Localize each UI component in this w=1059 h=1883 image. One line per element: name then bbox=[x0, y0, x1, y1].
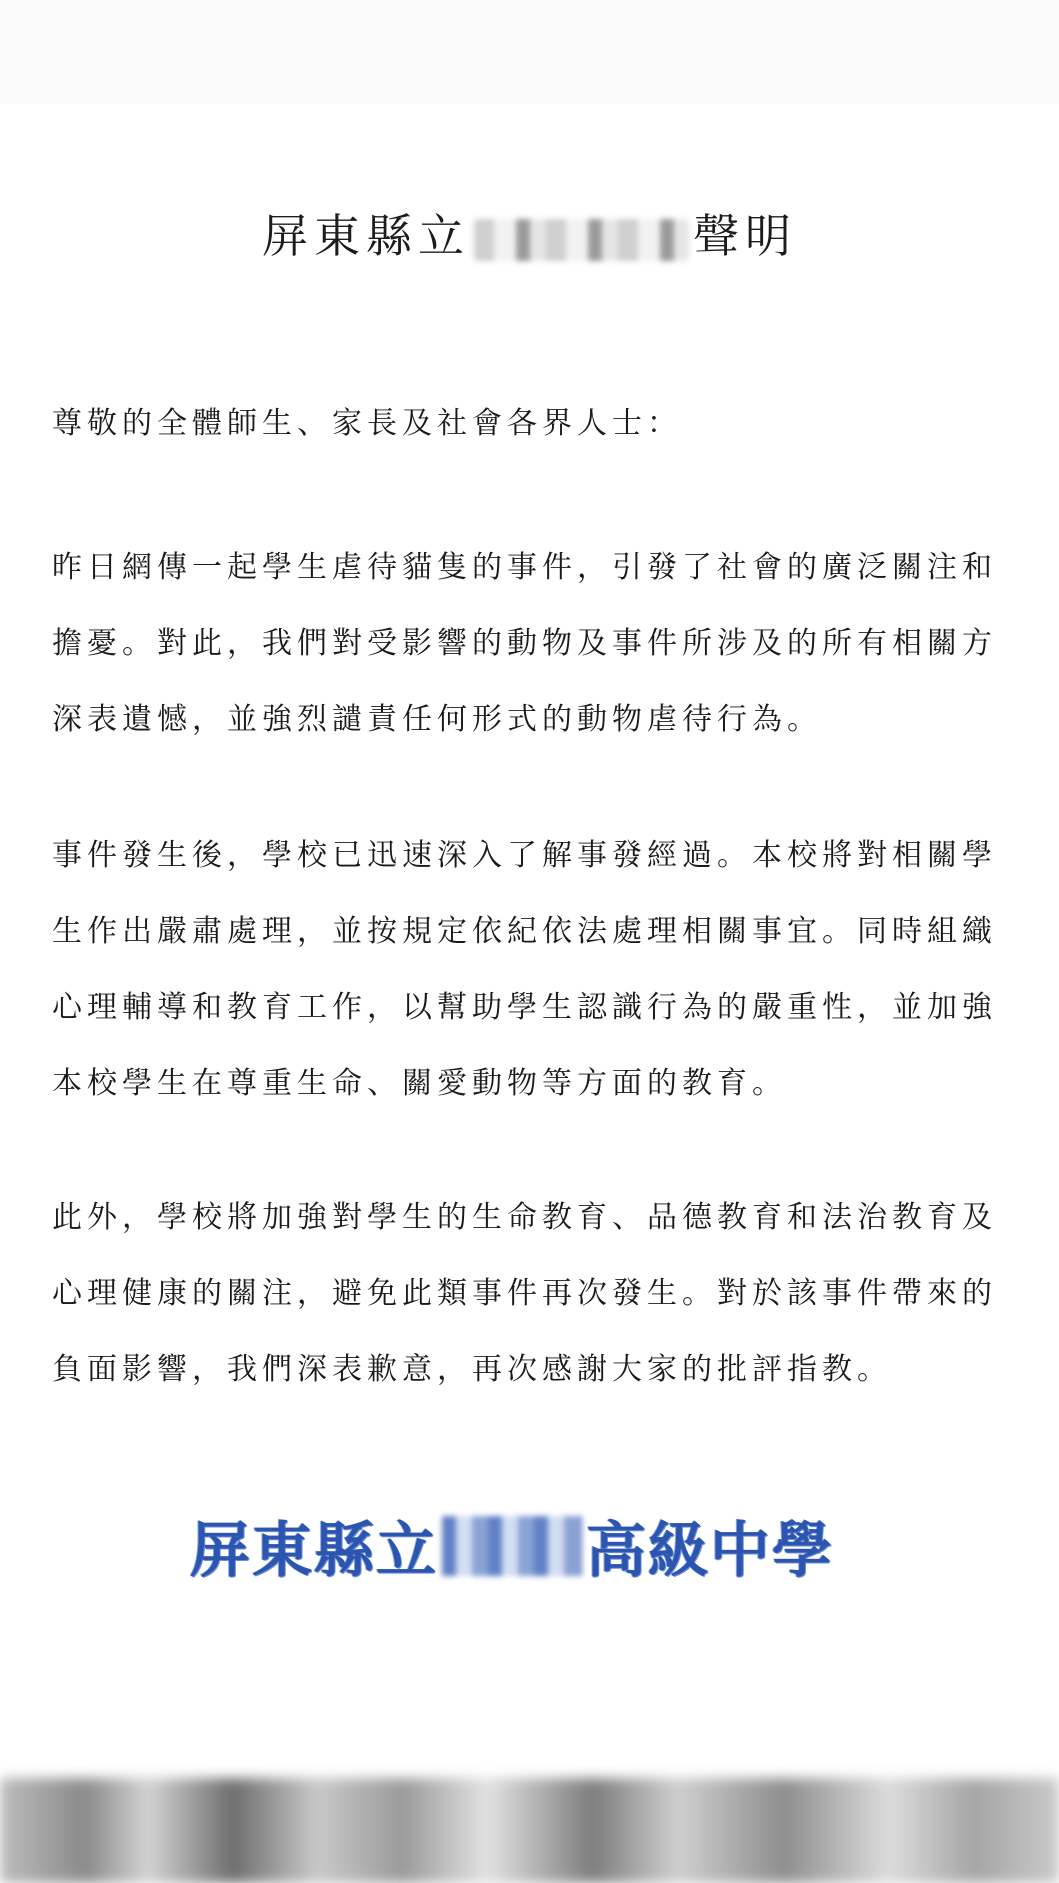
paragraph-1: 昨日網傳一起學生虐待貓隻的事件，引發了社會的廣泛關注和擔憂。對此，我們對受影響的動物及事件所涉及的所有相關方深表遺憾，並強烈譴責任何形式的動物虐待行為。 bbox=[52, 550, 997, 737]
document-title bbox=[0, 200, 1059, 266]
blurred-background-strip bbox=[0, 1778, 1059, 1883]
title-suffix: 聲明 bbox=[693, 209, 797, 263]
top-margin bbox=[0, 0, 1059, 104]
school-seal-stamp bbox=[190, 1500, 880, 1592]
redacted-seal-name bbox=[442, 1516, 582, 1576]
paragraph-2: 事件發生後，學校已迅速深入了解事發經過。本校將對相關學生作出嚴肅處理，並按規定依紀依法處理相關事宜。同時組織心理輔導和教育工作，以幫助學生認識行為的嚴重性，並加強本校學生在尊重生命、關愛動物等方面的教育。 bbox=[52, 838, 997, 1101]
seal-prefix: 屏東縣立 bbox=[190, 1516, 438, 1586]
salutation: 尊敬的全體師生、家長及社會各界人士： bbox=[52, 406, 682, 441]
seal-suffix: 高級中學 bbox=[586, 1516, 834, 1586]
redacted-school-name bbox=[474, 219, 689, 261]
title-prefix: 屏東縣立 bbox=[262, 209, 470, 263]
paragraph-3: 此外，學校將加強對學生的生命教育、品德教育和法治教育及心理健康的關注，避免此類事件再次發生。對於該事件帶來的負面影響，我們深表歉意，再次感謝大家的批評指教。 bbox=[52, 1200, 997, 1387]
